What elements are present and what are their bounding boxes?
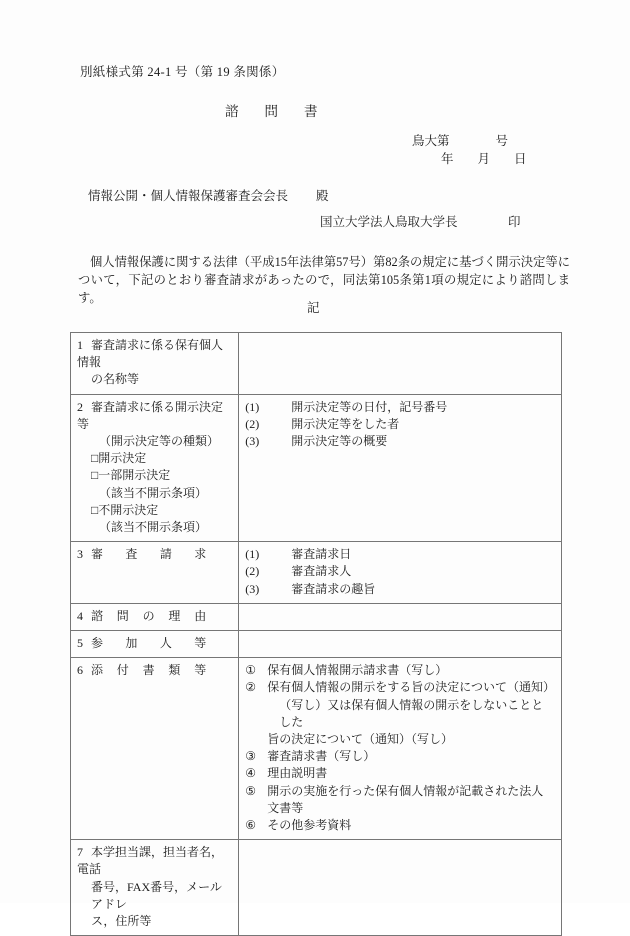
row6-value-cell[interactable] <box>239 658 562 840</box>
row2-item3-marker: (3) <box>245 434 260 449</box>
document-number-label: 鳥大第 <box>412 134 450 148</box>
row5-label-char-2: 人 <box>159 636 172 651</box>
row6-item2-cont2: 旨の決定について（通知）（写し） <box>267 732 453 747</box>
row6-label-char-2: 書 <box>142 663 155 678</box>
row7-label-cell <box>71 840 239 936</box>
row3-item3-marker: (3) <box>245 581 260 596</box>
row2-item1-marker: (1) <box>245 399 260 414</box>
row2-item1-text: 開示決定等の日付，記号番号 <box>291 399 448 414</box>
row4-value-cell[interactable] <box>239 603 562 630</box>
ki-mark: 記 <box>307 301 320 315</box>
row6-label-char-3: 類 <box>168 663 181 678</box>
row6-item4-marker: ④ <box>245 766 256 781</box>
row7-value-cell[interactable] <box>239 840 562 936</box>
row2-number: 2 <box>77 399 83 414</box>
row6-item3-marker: ③ <box>245 749 256 764</box>
table-row <box>71 840 562 936</box>
table-row <box>71 542 562 604</box>
list-item <box>245 416 555 433</box>
row1-label-cell <box>71 333 239 395</box>
row1-value-cell[interactable] <box>239 333 562 395</box>
form-code: 別紙様式第 24-1 号（第 19 条関係） <box>80 65 285 79</box>
row4-label-char-3: 理 <box>168 608 181 623</box>
issuer-name: 国立大学法人鳥取大学長 <box>320 215 458 229</box>
row3-label-char-1: 査 <box>125 547 138 562</box>
seal-mark: 印 <box>508 215 521 229</box>
document-date-line <box>441 149 527 167</box>
addressee-honorific: 殿 <box>316 189 329 203</box>
row4-label-char-4: 由 <box>194 608 207 623</box>
row2-item2-marker: (2) <box>245 416 260 431</box>
row5-label-char-3: 等 <box>194 636 207 651</box>
row3-label-char-2: 請 <box>159 547 172 562</box>
row5-value-cell[interactable] <box>239 631 562 658</box>
list-item <box>245 546 555 563</box>
page-title: 諮問書 <box>225 104 344 119</box>
row6-item2-marker: ② <box>245 680 256 695</box>
table-row <box>71 333 562 395</box>
date-day-label: 日 <box>514 152 527 166</box>
row3-item1-text: 審査請求日 <box>291 547 352 562</box>
list-item <box>245 581 555 598</box>
checkbox3-subnote: （該当不開示条項） <box>99 520 208 535</box>
row3-label-char-0: 審 <box>91 547 104 562</box>
body-paragraph: 個人情報保護に関する法律（平成15年法律第57号）第82条の規定に基づく開示決定等について，下記のとおり審査請求があったので，同法第105条第1項の規定により諮問します。 <box>78 255 570 305</box>
row6-item5-marker: ⑤ <box>245 783 256 798</box>
row7-label-line3: ス，住所等 <box>91 914 152 929</box>
row6-label-char-1: 付 <box>116 663 129 678</box>
checkbox-kaiji-kettei[interactable]: □開示決定 <box>91 451 147 466</box>
table-row <box>71 658 562 840</box>
row6-item3-text: 審査請求書（写し） <box>267 749 376 764</box>
row5-label-char-0: 参 <box>91 636 104 651</box>
list-item <box>245 817 555 834</box>
row6-item1-text: 保有個人情報開示請求書（写し） <box>267 663 448 678</box>
list-item <box>245 748 555 765</box>
row3-label-char-3: 求 <box>194 547 207 562</box>
row6-item5-text: 開示の実施を行った保有個人情報が記載された法人 <box>267 783 544 798</box>
row6-item2-cont1: （写し）又は保有個人情報の開示をしないこととした <box>279 697 544 729</box>
inquiry-form-table <box>70 332 562 936</box>
checkbox2-subnote: （該当不開示条項） <box>99 485 208 500</box>
row7-label-line2: 番号，FAX番号，メールアドレ <box>91 879 222 911</box>
document-number-line <box>412 131 508 149</box>
list-item <box>245 563 555 580</box>
row6-item6-text: その他参考資料 <box>267 818 352 833</box>
row1-label-line2: の名称等 <box>91 372 140 387</box>
row2-item3-text: 開示決定等の概要 <box>291 434 388 449</box>
date-month-label: 月 <box>477 152 491 166</box>
row4-label-char-0: 諮 <box>91 608 104 623</box>
row6-item4-text: 理由説明書 <box>267 766 328 781</box>
list-item <box>245 662 555 679</box>
row3-item2-text: 審査請求人 <box>291 564 352 579</box>
row4-label-cell <box>71 603 239 630</box>
row6-label-cell <box>71 658 239 840</box>
row6-number: 6 <box>77 663 83 678</box>
row7-label-line1: 本学担当課，担当者名，電話 <box>77 845 224 877</box>
row6-item5-cont1: 文書等 <box>267 800 304 815</box>
list-item <box>245 433 555 450</box>
table-row <box>71 603 562 630</box>
addressee <box>88 186 329 204</box>
row7-number: 7 <box>77 845 83 860</box>
row6-item2-text: 保有個人情報の開示をする旨の決定について（通知） <box>267 680 555 695</box>
row3-label-cell <box>71 542 239 604</box>
row6-item1-marker: ① <box>245 663 256 678</box>
row2-label-cell <box>71 394 239 542</box>
row2-item2-text: 開示決定等をした者 <box>291 416 400 431</box>
list-item <box>245 679 555 696</box>
row1-label-line1: 審査請求に係る保有個人情報 <box>77 338 224 370</box>
checkbox-fukaiji-kettei[interactable]: □不開示決定 <box>91 502 159 517</box>
row4-number: 4 <box>77 608 83 623</box>
row4-label-char-1: 問 <box>116 608 129 623</box>
row4-label-char-2: の <box>142 608 155 623</box>
row6-label-char-0: 添 <box>91 663 104 678</box>
row3-item2-marker: (2) <box>245 564 260 579</box>
date-year-label: 年 <box>441 152 454 166</box>
row6-item6-marker: ⑥ <box>245 818 256 833</box>
checkbox-ichibu-kaiji-kettei[interactable]: □一部開示決定 <box>91 468 171 483</box>
list-item <box>245 765 555 782</box>
row5-label-cell <box>71 631 239 658</box>
row3-number: 3 <box>77 547 83 562</box>
table-row <box>71 394 562 542</box>
row3-value-cell[interactable] <box>239 542 562 604</box>
row6-label-char-4: 等 <box>194 663 207 678</box>
row1-number: 1 <box>77 338 83 352</box>
document-number-unit: 号 <box>495 134 509 148</box>
row2-label-line1: 審査請求に係る開示決定等 <box>77 399 224 431</box>
row2-label-line2: （開示決定等の種類） <box>99 434 220 449</box>
addressee-name: 情報公開・個人情報保護審査会会長 <box>88 189 289 203</box>
table-row <box>71 631 562 658</box>
row2-value-cell[interactable] <box>239 394 562 542</box>
row5-label-char-1: 加 <box>125 636 138 651</box>
row5-number: 5 <box>77 636 83 651</box>
list-item <box>245 783 555 800</box>
row3-item1-marker: (1) <box>245 547 260 562</box>
row3-item3-text: 審査請求の趣旨 <box>291 581 376 596</box>
list-item <box>245 399 555 416</box>
